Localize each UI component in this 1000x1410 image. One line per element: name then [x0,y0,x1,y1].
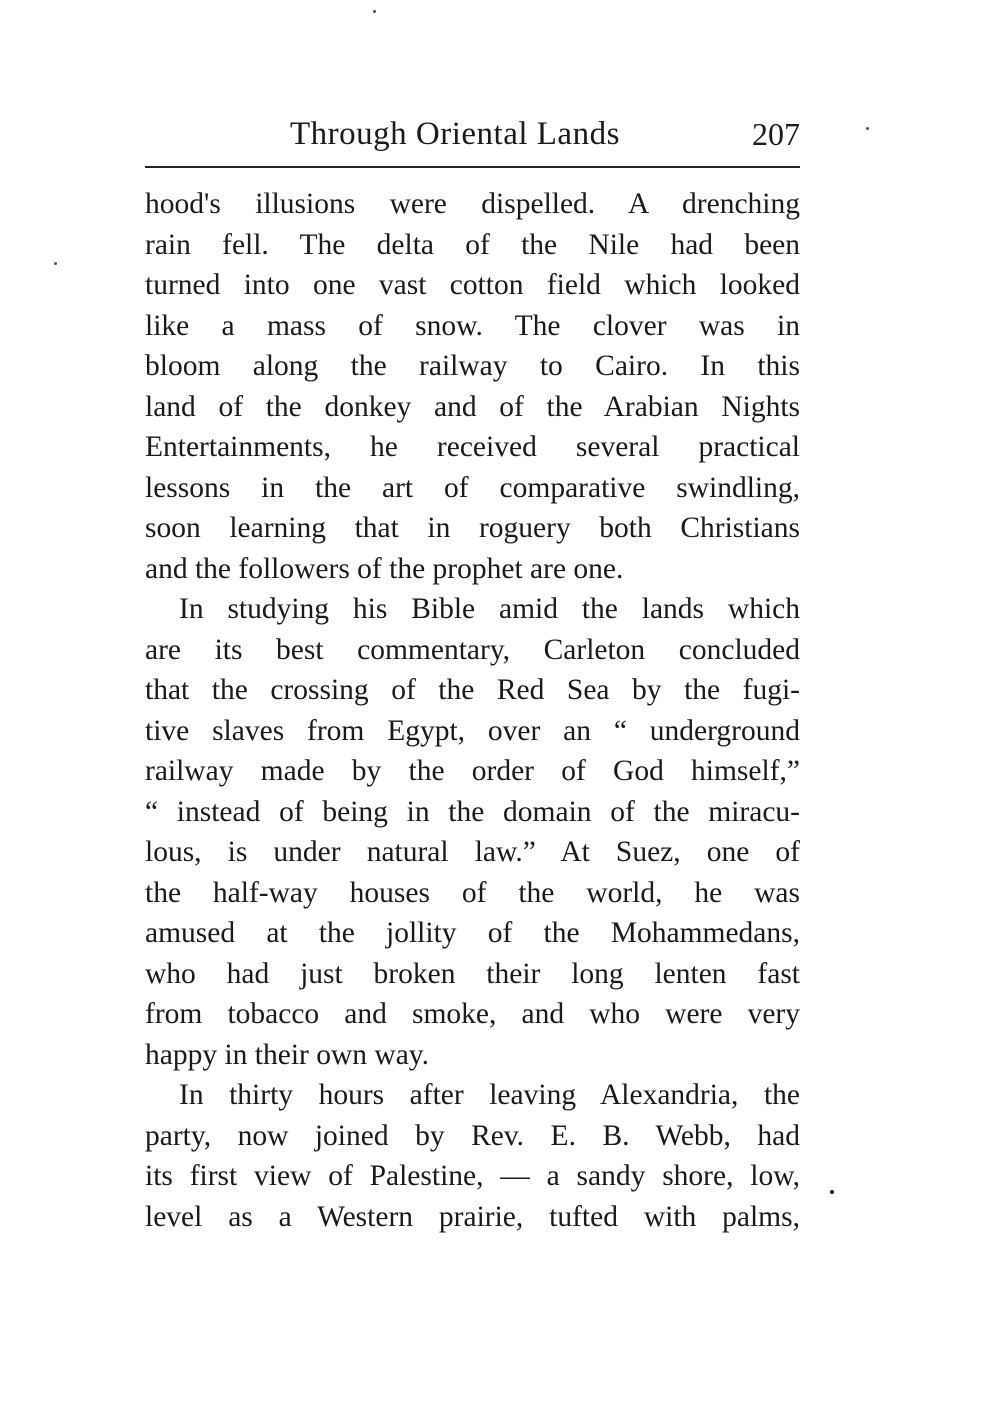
scan-speck [830,1190,834,1194]
text-line: turned into one vast cotton field which looked [145,269,800,301]
text-line: like a mass of snow. The clover was in [145,309,800,342]
text-line: railway made by the order of God himself,” [145,755,800,787]
text-line: Entertainments, he received several practical [145,431,800,463]
scan-speck [54,262,57,265]
running-head [145,112,800,156]
scan-speck [373,10,376,13]
text-line: amused at the jollity of the Mohammedans, [145,917,800,949]
text-line: hood's illusions were dispelled. A drenching [145,188,800,220]
text-line: tive slaves from Egypt, over an “ underground [145,714,800,747]
running-title: Through Oriental Lands [290,116,620,152]
header-rule [145,166,800,168]
page-number: 207 [752,116,800,152]
text-line: party, now joined by Rev. E. B. Webb, had [145,1119,800,1152]
text-line: from tobacco and smoke, and who were very [145,998,800,1030]
text-line: and the followers of the prophet are one. [145,552,624,585]
text-line: the half-way houses of the world, he was [145,876,800,909]
text-line: level as a Western prairie, tufted with palms, [145,1200,800,1233]
text-line: its first view of Palestine, — a sandy shore, low, [145,1160,800,1192]
text-line: bloom along the railway to Cairo. In this [145,350,800,382]
text-line: land of the donkey and of the Arabian Nights [145,390,800,423]
text-line: “ instead of being in the domain of the miracu- [145,795,800,828]
text-line: soon learning that in roguery both Christians [145,512,800,544]
text-line: lessons in the art of comparative swindling, [145,471,800,504]
text-line: that the crossing of the Red Sea by the fugi- [145,674,800,706]
text-line: In studying his Bible amid the lands which [179,593,800,625]
text-line: are its best commentary, Carleton concluded [145,633,800,666]
scan-speck [866,127,869,130]
text-line: rain fell. The delta of the Nile had been [145,228,800,261]
text-line: In thirty hours after leaving Alexandria, the [179,1079,800,1111]
body-text [145,184,800,1237]
text-line: happy in their own way. [145,1038,430,1071]
text-line: lous, is under natural law.” At Suez, one of [145,836,800,868]
text-line: who had just broken their long lenten fast [145,957,800,990]
